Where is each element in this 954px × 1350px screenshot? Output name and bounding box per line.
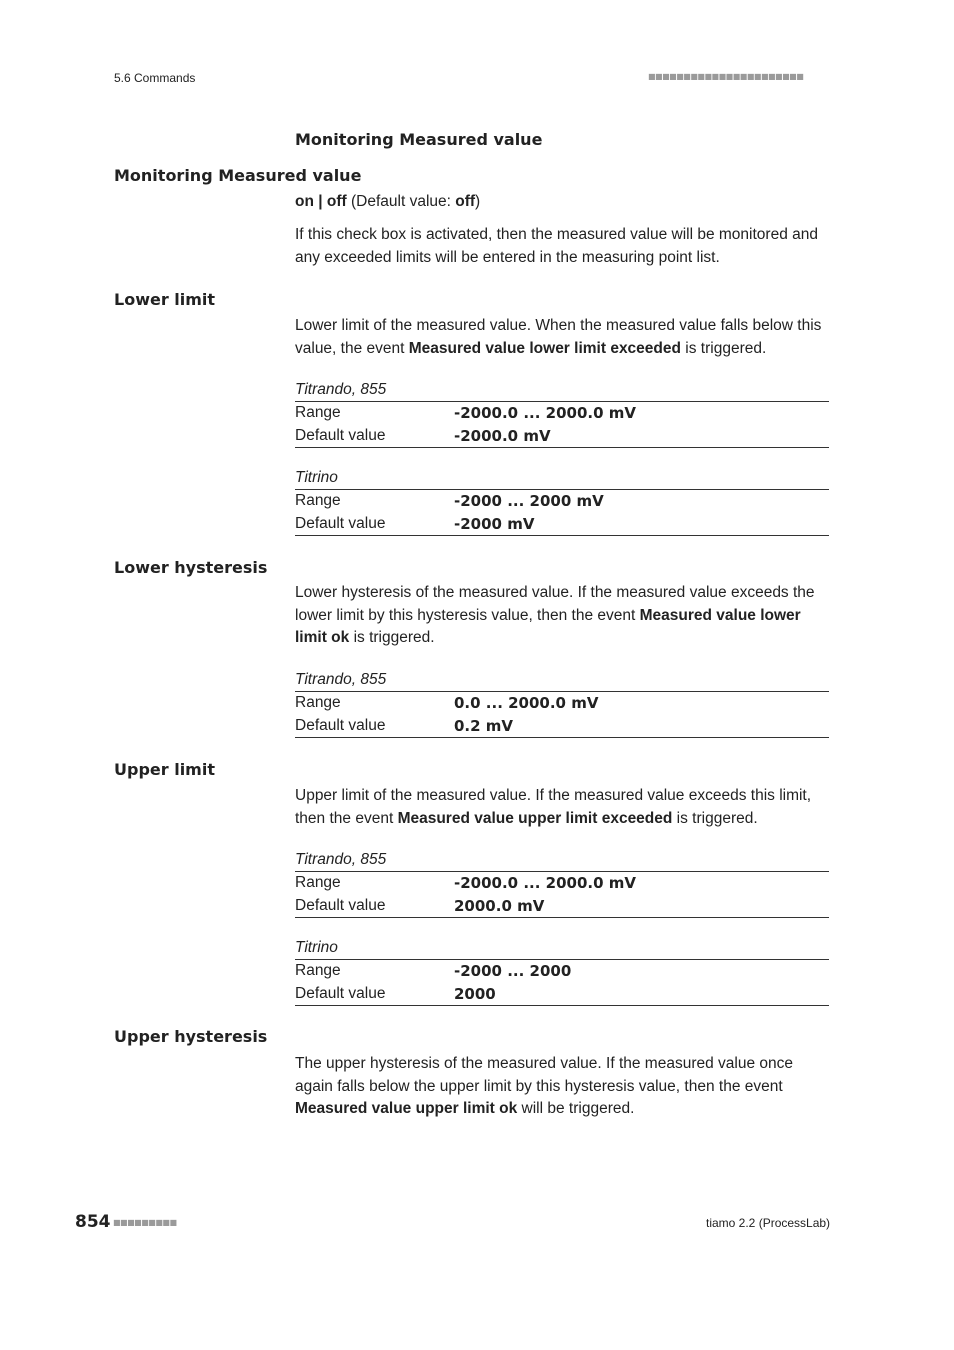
table-row: [295, 960, 829, 983]
header-dots: ■■■■■■■■■■■■■■■■■■■■■■: [648, 72, 804, 81]
term-monitoring: Monitoring Measured value: [114, 166, 362, 185]
upper-hysteresis-description: [295, 1053, 835, 1121]
option-sep: |: [313, 193, 327, 210]
table-row: [295, 425, 829, 449]
range-value: -2000 ... 2000: [454, 962, 572, 980]
option-on: on: [295, 193, 314, 210]
term-upper-hysteresis: Upper hysteresis: [114, 1027, 268, 1046]
default-label: Default value: [295, 716, 386, 734]
table-row: [295, 872, 829, 895]
lower-hysteresis-table-titrando: [295, 669, 829, 738]
table-caption: Titrando, 855: [295, 669, 829, 692]
desc-text: Upper limit of the measured value. If the measured value exceeds this limit, then the event: [295, 787, 812, 827]
desc-text: Lower limit of the measured value. When the measured value falls below this value, the event: [295, 317, 822, 357]
desc-text: is triggered.: [680, 339, 767, 357]
desc-text: Lower hysteresis of the measured value. If the measured value exceeds the lower limit by this hysteresis value, then the event: [295, 584, 815, 624]
lower-limit-description: [295, 315, 835, 360]
default-label: Default value: [295, 426, 386, 444]
default-label: Default value: [295, 896, 386, 914]
desc-text: is triggered.: [349, 629, 435, 646]
event-name: Measured value upper limit ok: [295, 1100, 518, 1117]
upper-limit-table-titrando: [295, 849, 829, 918]
page-number: 854: [75, 1212, 111, 1232]
desc-text: is triggered.: [672, 809, 758, 827]
table-row: [295, 983, 829, 1007]
header-section: 5.6 Commands: [114, 71, 196, 85]
term-lower-hysteresis: Lower hysteresis: [114, 558, 268, 577]
upper-limit-table-titrino: [295, 937, 829, 1006]
default-value: -2000 mV: [454, 514, 535, 533]
event-name: Measured value lower limit ok: [295, 606, 801, 646]
table-row: [295, 513, 829, 537]
default-value: 2000: [454, 984, 496, 1003]
term-lower-limit: Lower limit: [114, 290, 216, 309]
lower-limit-table-titrando: [295, 379, 829, 448]
range-value: -2000.0 ... 2000.0 mV: [454, 404, 636, 422]
range-value: -2000.0 ... 2000.0 mV: [454, 874, 636, 892]
table-row: [295, 895, 829, 919]
default-label: Default value: [295, 514, 386, 532]
range-label: Range: [295, 874, 341, 891]
table-row: [295, 490, 829, 513]
event-name: Measured value upper limit exceeded: [397, 809, 673, 827]
default-value: 2000.0 mV: [454, 896, 545, 915]
table-caption: Titrino: [295, 467, 829, 490]
range-value: -2000 ... 2000 mV: [454, 492, 604, 510]
monitoring-description: If this check box is activated, then the measured value will be monitored and any exceeded limits will be entered in the measuring point list.: [295, 226, 818, 266]
range-label: Range: [295, 694, 341, 711]
footer-product: tiamo 2.2 (ProcessLab): [706, 1216, 831, 1230]
lower-hysteresis-description: [295, 582, 835, 650]
table-caption: Titrando, 855: [295, 379, 829, 402]
section-title: Monitoring Measured value: [295, 130, 543, 149]
desc-text: will be triggered.: [517, 1100, 635, 1117]
table-row: [295, 692, 829, 715]
option-off: off: [326, 193, 347, 210]
table-row: [295, 402, 829, 425]
default-value: -2000.0 mV: [454, 426, 551, 445]
event-name: Measured value lower limit exceeded: [408, 339, 681, 357]
default-value: off: [455, 193, 476, 210]
default-suffix: ): [475, 193, 481, 210]
range-value: 0.0 ... 2000.0 mV: [454, 694, 599, 712]
lower-limit-table-titrino: [295, 467, 829, 536]
range-label: Range: [295, 962, 341, 979]
default-label: Default value: [295, 984, 386, 1002]
desc-text: The upper hysteresis of the measured value. If the measured value once again falls below the upper limit by this hysteresis value, then the event: [295, 1055, 794, 1095]
monitoring-options: [295, 191, 835, 214]
table-caption: Titrino: [295, 937, 829, 960]
default-prefix: (Default value:: [346, 193, 456, 210]
range-label: Range: [295, 492, 341, 509]
upper-limit-description: [295, 785, 835, 830]
table-row: [295, 715, 829, 739]
term-upper-limit: Upper limit: [114, 760, 215, 779]
table-caption: Titrando, 855: [295, 849, 829, 872]
footer-dots: ■■■■■■■■■: [113, 1218, 177, 1227]
default-value: 0.2 mV: [454, 716, 514, 735]
range-label: Range: [295, 404, 341, 421]
